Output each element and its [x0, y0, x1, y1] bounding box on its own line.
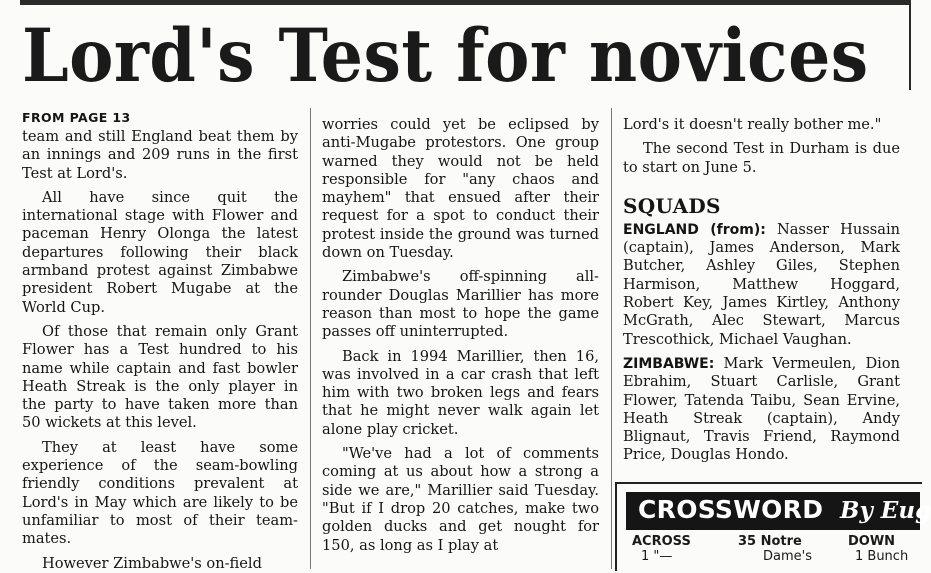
crossword-byline: By Eug [840, 497, 931, 524]
zimbabwe-label: ZIMBABWE: [623, 355, 715, 372]
paragraph: Back in 1994 Marillier, then 16, was involved in a car crash that left him with two broken legs and fears that he might never walk again let alone play cricket. [322, 347, 599, 438]
top-rule [20, 0, 910, 5]
zimbabwe-list: Mark Vermeulen, Dion Ebrahim, Stuart Carlisle, Grant Flower, Tatenda Taibu, Sean Ervine, Heath Streak (captain), Andy Blignaut, Travis Friend, Raymond Price, Douglas Hondo. [623, 354, 900, 464]
zimbabwe-squad [623, 355, 900, 465]
article-column-1 [22, 110, 298, 572]
clue-text: Dame's [763, 549, 812, 564]
crossword-banner [626, 492, 931, 530]
paragraph: Lord's it doesn't really bother me." [623, 116, 882, 133]
paragraph: Of those that remain only Grant Flower has a Test hundred to his name while captain and fast bowler Heath Streak is the only player in the party to have taken more than 50 wickets at this level. [22, 322, 298, 432]
paragraph: They at least have some experience of the seam-bowling friendly conditions prevalent at Lord's in May which are likely to be unfamiliar to most of their team-mates. [22, 438, 298, 548]
paragraph: However Zimbabwe's on-field [42, 554, 262, 572]
down-clue: 1 Bunch [855, 549, 909, 564]
headline: Lord's Test for novices [22, 13, 869, 99]
paragraph: worries could yet be eclipsed by anti-Mugabe protestors. One group warned they would not be held responsible for "any chaos and mayhem" that ensued after their request for a spot to conduct their protest inside the ground was turned down on Tuesday. [322, 116, 599, 262]
squads-heading: SQUADS [623, 193, 721, 218]
jump-kicker: FROM PAGE 13 [22, 110, 131, 125]
paragraph: team and still England beat them by an innings and 209 runs in the first Test at Lord's. [22, 128, 298, 182]
down-heading: DOWN [848, 534, 896, 549]
england-label: ENGLAND (from): [623, 221, 766, 238]
england-squad [623, 221, 900, 349]
paragraph: Zimbabwe's off-spinning all-rounder Douglas Marillier has more reason than most to hope the game passes off uninterrupted. [322, 268, 599, 341]
england-list: Nasser Hussain (captain), James Anderson, Mark Butcher, Ashley Giles, Stephen Harmison, Matthew Hoggard, Robert Key, James Kirtley, Anthony McGrath, Alec Stewart, Marcus Trescothick, Michael Vaughan. [623, 220, 901, 348]
article-column-2 [322, 116, 599, 569]
article-column-3 [623, 116, 900, 476]
clue-number: 35 Notre [738, 534, 802, 549]
paragraph: The second Test in Durham is due to start on June 5. [623, 140, 900, 176]
across-heading: ACROSS [632, 534, 691, 549]
right-rule [909, 0, 911, 90]
paragraph: "We've had a lot of comments coming at us about how a strong a side we are," Marillier said Tuesday. "But if I drop 20 catches, make two golden ducks and get nought for 150, as long as I play at [322, 445, 599, 554]
crossword-title: CROSSWORD [638, 495, 824, 524]
column-divider [310, 108, 311, 569]
across-clue: 1 "— [641, 549, 673, 564]
paragraph: All have since quit the international stage with Flower and paceman Henry Olonga the latest departures following their black armband protest against Zimbabwe president Robert Mugabe at the World Cup. [22, 188, 298, 316]
column-divider [611, 108, 612, 569]
